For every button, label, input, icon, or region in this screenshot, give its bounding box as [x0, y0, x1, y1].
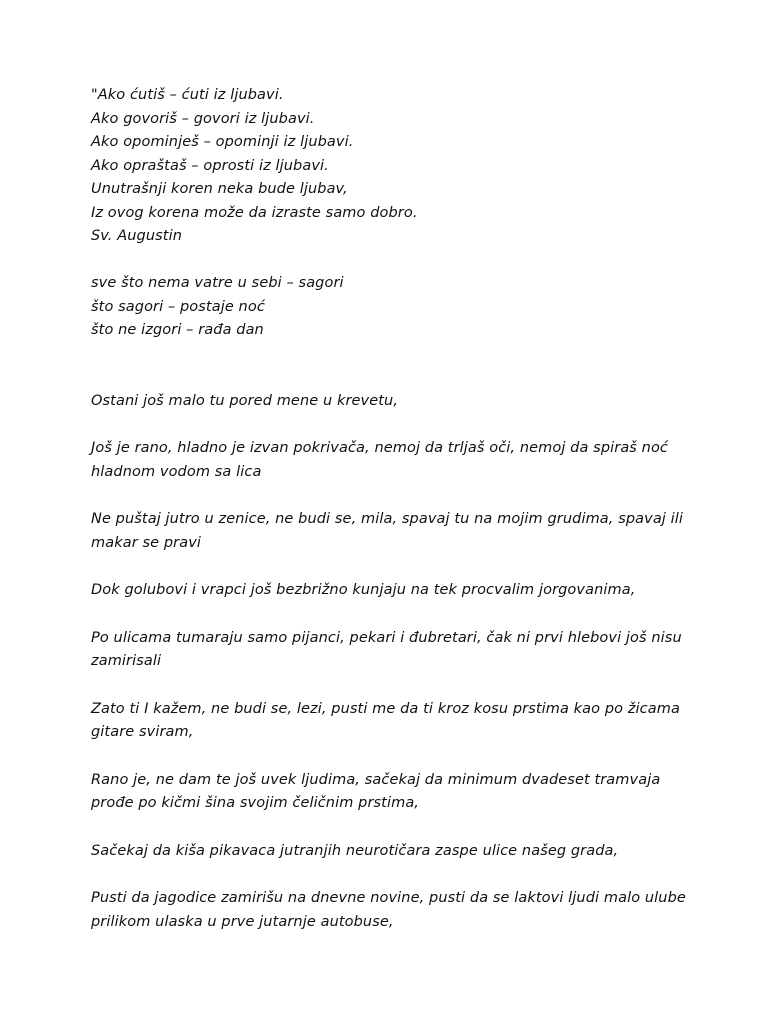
prose-paragraph: Po ulicama tumaraju samo pijanci, pekari i đubretari, čak ni prvi hlebovi još nisu zamirisali	[91, 629, 682, 669]
prose-paragraph: Zato ti I kažem, ne budi se, lezi, pusti me da ti kroz kosu prstima kao po žicama gitare sviram,	[91, 700, 680, 740]
prose-paragraph: Još je rano, hladno je izvan pokrivača, nemoj da trljaš oči, nemoj da spiraš noć hladnom vodom sa lica	[91, 440, 669, 480]
prose-paragraph: Ostani još malo tu pored mene u krevetu,	[91, 392, 399, 409]
quote-line: Ako opominješ – opominji iz ljubavi.	[91, 134, 354, 150]
prose-paragraph: Sačekaj da kiša pikavaca jutranjih neurotičara zaspe ulice našeg grada,	[91, 842, 619, 859]
page-content	[91, 84, 703, 958]
quote-line: Ako govoriš – govori iz ljubavi.	[91, 110, 315, 127]
prose-paragraph: Dok golubovi i vrapci još bezbrižno kunjaju na tek procvalim jorgovanima,	[91, 582, 636, 598]
poem-line: što sagori – postaje noć	[91, 298, 265, 315]
quote-line: "Ako ćutiš – ćuti iz ljubavi.	[91, 87, 284, 103]
quote-stanza	[91, 84, 703, 249]
prose-paragraph: Ne puštaj jutro u zenice, ne budi se, mila, spavaj tu na mojim grudima, spavaj ili makar se pravi	[91, 511, 684, 551]
poem-stanza	[91, 272, 703, 343]
prose-section	[91, 390, 703, 935]
quote-line: Iz ovog korena može da izraste samo dobro.	[91, 204, 418, 221]
poem-line: sve što nema vatre u sebi – sagori	[91, 275, 344, 291]
quote-line: Ako opraštaš – oprosti iz ljubavi.	[91, 157, 329, 174]
quote-line: Unutrašnji koren neka bude ljubav,	[91, 181, 348, 197]
prose-paragraph: Pusti da jagodice zamirišu na dnevne novine, pusti da se laktovi ljudi malo ulube prilikom ulaska u prve jutarnje autobuse,	[91, 890, 686, 930]
prose-paragraph: Rano je, ne dam te još uvek ljudima, sačekaj da minimum dvadeset tramvaja prođe po kičmi šina svojim čeličnim prstima,	[91, 771, 661, 811]
poem-line: što ne izgori – rađa dan	[91, 322, 264, 338]
quote-attribution: Sv. Augustin	[91, 228, 182, 244]
